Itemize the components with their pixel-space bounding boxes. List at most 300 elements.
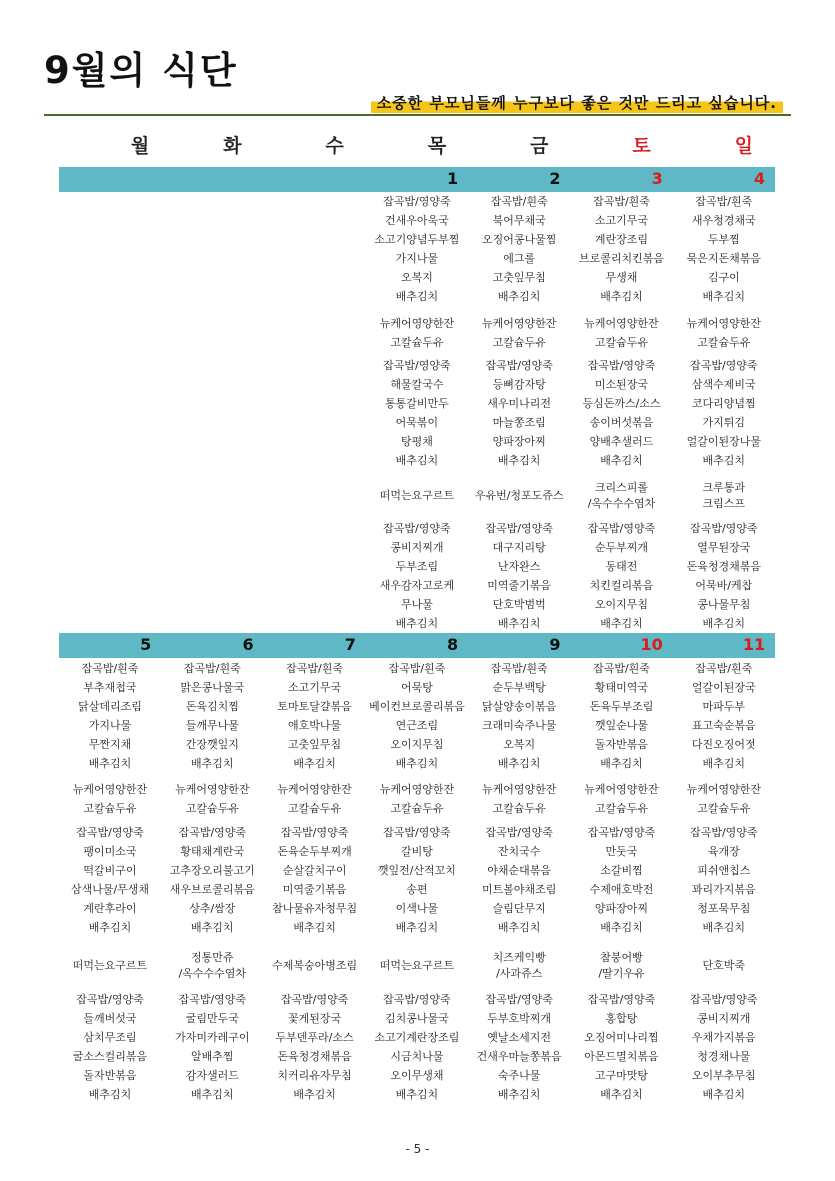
menu-item: 잡곡밥/영양죽: [76, 993, 144, 1006]
menu-item: 통통갈비만두: [385, 397, 449, 410]
menu-item: 소갈비찜: [600, 864, 643, 877]
menu-item: 치커리유자무침: [277, 1069, 352, 1082]
menu-item: 떠먹는요구르트: [379, 959, 455, 972]
menu-item: 어묵탕: [400, 681, 433, 694]
menu-item: 오이지무침: [390, 738, 444, 751]
menu-item: /옥수수수염차: [178, 967, 247, 980]
menu-item: 청경채나물: [697, 1050, 751, 1063]
menu-item: 깻잎순나물: [594, 719, 649, 732]
menu-item: 순두부찌개: [594, 541, 649, 554]
menu-item: 오징어콩나물찜: [481, 233, 557, 246]
menu-item: 숙주나물: [497, 1069, 541, 1082]
menu-item: 잡곡밥/흰죽: [490, 662, 548, 675]
menu-item: 고칼슘두유: [83, 802, 137, 815]
menu-item: 두부조림: [395, 560, 439, 573]
menu-item: 순살갈치구이: [282, 864, 347, 877]
menu-item: 소고기계란장조림: [374, 1031, 460, 1044]
menu-item: 고칼슘두유: [697, 802, 751, 815]
menu-item: 배추김치: [293, 1088, 336, 1101]
menu-item: 송이버섯볶음: [589, 416, 654, 429]
menu-item: 잡곡밥/영양죽: [383, 993, 451, 1006]
menu-item: 우유번/청포도쥬스: [474, 489, 564, 502]
menu-item: 굴소스컬리볶음: [72, 1050, 148, 1063]
menu-item: 뉴케어영양한잔: [481, 783, 557, 796]
snack2-menu: [366, 958, 468, 974]
snack1-menu: [366, 314, 468, 352]
menu-item: 뉴케어영양한잔: [481, 317, 557, 330]
menu-item: 가지나물: [395, 252, 439, 265]
snack2-menu: [366, 488, 468, 504]
menu-item: 배추김치: [395, 454, 439, 467]
page-subtitle: 소중한 부모님들께 누구보다 좋은 것만 드리고 싶습니다.: [371, 92, 783, 113]
page-title: 9월의 식단: [44, 49, 238, 92]
dinner-menu: [468, 990, 570, 1104]
lunch-menu: [571, 356, 673, 470]
menu-item: 에그롤: [503, 252, 536, 265]
menu-item: 뉴케어영양한잔: [175, 783, 250, 796]
menu-item: 등뼈감자탕: [492, 378, 546, 391]
date-number: 10: [640, 635, 663, 654]
snack2-menu: [161, 950, 263, 982]
menu-item: 미트볼야채조림: [481, 883, 557, 896]
menu-item: 양파장아찌: [492, 435, 546, 448]
menu-item: 닭살양송이볶음: [481, 700, 557, 713]
menu-item: 황태미역국: [594, 681, 649, 694]
menu-item: 잡곡밥/흰죽: [593, 662, 650, 675]
menu-item: 시금치나물: [390, 1050, 444, 1063]
menu-item: 무생채: [605, 271, 638, 284]
menu-item: 닭살데리조림: [78, 700, 142, 713]
date-number: 4: [753, 169, 766, 188]
menu-item: 뉴케어영양한잔: [379, 783, 455, 796]
menu-item: 고칼슘두유: [594, 802, 649, 815]
menu-item: 배추김치: [702, 290, 746, 303]
menu-item: 배추김치: [497, 617, 541, 630]
snack1-menu: [673, 780, 775, 818]
dinner-menu: [366, 519, 468, 633]
menu-item: 크루통과: [702, 481, 746, 494]
menu-item: 순두부백탕: [492, 681, 546, 694]
date-number: 9: [549, 635, 561, 654]
menu-item: 참붕어빵: [600, 951, 643, 964]
menu-item: 맑은콩나물국: [180, 681, 245, 694]
menu-item: 미소된장국: [594, 378, 649, 391]
menu-item: 잡곡밥/영양죽: [587, 359, 656, 372]
menu-item: 연근조림: [395, 719, 439, 732]
menu-item: 간장깻잎지: [185, 738, 239, 751]
menu-item: 잡곡밥/영양죽: [587, 522, 656, 535]
snack1-menu: [264, 780, 366, 818]
menu-item: 소고기무국: [594, 214, 649, 227]
menu-item: 뉴케어영양한잔: [72, 783, 148, 796]
menu-item: 청포묵무침: [697, 902, 751, 915]
menu-item: 야채순대볶음: [487, 864, 552, 877]
menu-item: 돌자반볶음: [83, 1069, 137, 1082]
menu-item: 김구이: [707, 271, 740, 284]
lunch-menu: [264, 823, 366, 937]
menu-item: 등심돈까스/소스: [582, 397, 661, 410]
lunch-menu: [161, 823, 263, 937]
menu-item: 고칼슘두유: [492, 336, 546, 349]
menu-item: 잡곡밥/영양죽: [383, 826, 451, 839]
menu-item: 배추김치: [600, 921, 643, 934]
menu-item: 잡곡밥/영양죽: [690, 993, 758, 1006]
menu-item: /딸기우유: [598, 967, 645, 980]
menu-item: 콩비지찌개: [390, 541, 444, 554]
menu-item: 마늘쫑조림: [492, 416, 546, 429]
snack2-menu: [468, 488, 570, 504]
snack1-menu: [571, 314, 673, 352]
snack2-menu: [673, 958, 775, 974]
menu-item: 잡곡밥/흰죽: [490, 195, 548, 208]
menu-item: 배추김치: [497, 757, 541, 770]
page-number: - 5 -: [405, 1142, 430, 1156]
menu-item: 가자미카레구이: [175, 1031, 250, 1044]
date-number: 11: [742, 635, 766, 654]
day-header: 월: [130, 135, 150, 157]
menu-item: 새우미나리전: [487, 397, 552, 410]
lunch-menu: [571, 823, 673, 937]
dinner-menu: [571, 519, 673, 633]
lunch-menu: [468, 823, 570, 937]
menu-item: 미역줄기볶음: [487, 579, 552, 592]
menu-item: 잡곡밥/영양죽: [690, 359, 758, 372]
menu-item: 배추김치: [600, 290, 643, 303]
menu-item: 고칼슘두유: [492, 802, 546, 815]
menu-item: 배추김치: [497, 1088, 541, 1101]
menu-item: 고칼슘두유: [390, 336, 444, 349]
menu-item: 고춧잎무침: [492, 271, 546, 284]
menu-item: 배추김치: [88, 921, 132, 934]
menu-item: 부추재첩국: [83, 681, 137, 694]
menu-item: /옥수수수염차: [587, 497, 656, 510]
menu-item: 육개장: [707, 845, 740, 858]
menu-item: 배추김치: [88, 757, 132, 770]
menu-item: 잡곡밥/영양죽: [178, 993, 247, 1006]
breakfast-menu: [468, 659, 570, 773]
menu-item: 단호박죽: [702, 959, 746, 972]
menu-item: 잡곡밥/영양죽: [383, 522, 451, 535]
lunch-menu: [59, 823, 161, 937]
day-header: 일: [734, 135, 753, 157]
menu-item: 고칼슘두유: [697, 336, 751, 349]
menu-item: 잡곡밥/영양죽: [485, 522, 553, 535]
menu-item: 묵은지돈채볶음: [686, 252, 761, 265]
menu-item: 새우청경채국: [691, 214, 756, 227]
menu-item: 고추장오리불고기: [169, 864, 255, 877]
menu-item: 브로콜리치킨볶음: [578, 252, 664, 265]
menu-item: 고칼슘두유: [288, 802, 342, 815]
menu-item: 계란장조림: [594, 233, 649, 246]
menu-item: 잡곡밥/영양죽: [587, 826, 656, 839]
menu-item: 배추김치: [191, 757, 234, 770]
snack2-menu: [571, 480, 673, 512]
header-rule: [44, 114, 791, 116]
snack1-menu: [468, 314, 570, 352]
menu-item: 단호박범벅: [492, 598, 546, 611]
menu-item: 삼색나물/무생채: [70, 883, 150, 896]
menu-item: 떡갈비구이: [83, 864, 137, 877]
menu-item: 표고숙순볶음: [691, 719, 756, 732]
menu-item: 배추김치: [600, 1088, 643, 1101]
dinner-menu: [673, 519, 775, 633]
menu-item: 두부찜: [707, 233, 740, 246]
menu-item: 슬림단무지: [492, 902, 546, 915]
snack2-menu: [468, 950, 570, 982]
menu-item: 들깨무나물: [185, 719, 239, 732]
week-bar: [59, 633, 775, 658]
menu-item: 얼갈이된장나물: [686, 435, 761, 448]
menu-item: 고구마맛탕: [594, 1069, 649, 1082]
day-header: 수: [325, 135, 344, 157]
menu-item: 수제애호박전: [589, 883, 654, 896]
date-number: 2: [549, 169, 561, 188]
menu-item: 잡곡밥/영양죽: [76, 826, 144, 839]
menu-item: 배추김치: [702, 617, 746, 630]
menu-item: 잡곡밥/흰죽: [593, 195, 650, 208]
menu-item: 뉴케어영양한잔: [686, 317, 761, 330]
menu-item: 콩비지찌개: [697, 1012, 751, 1025]
breakfast-menu: [366, 659, 468, 773]
menu-item: 꽃게된장국: [288, 1012, 342, 1025]
menu-item: 떠먹는요구르트: [72, 959, 148, 972]
menu-item: 이색나물: [395, 902, 439, 915]
menu-item: 배추김치: [702, 454, 746, 467]
menu-item: 배추김치: [600, 454, 643, 467]
menu-item: 돈육청경채볶음: [277, 1050, 352, 1063]
menu-item: 양배추샐러드: [589, 435, 654, 448]
snack2-menu: [571, 950, 673, 982]
menu-item: 뉴케어영양한잔: [584, 317, 659, 330]
menu-item: 잡곡밥/영양죽: [280, 993, 349, 1006]
menu-item: 수제복숭아병조림: [272, 959, 358, 972]
menu-item: 돈육김치찜: [185, 700, 239, 713]
menu-item: 뉴케어영양한잔: [686, 783, 761, 796]
menu-item: 잡곡밥/영양죽: [280, 826, 349, 839]
dinner-menu: [366, 990, 468, 1104]
menu-item: 크리스피롤: [594, 481, 649, 494]
menu-item: 애호박나물: [288, 719, 342, 732]
menu-item: 베이컨브로콜리볶음: [369, 700, 465, 713]
lunch-menu: [673, 823, 775, 937]
menu-item: 떠먹는요구르트: [379, 489, 455, 502]
menu-item: /사과쥬스: [496, 967, 543, 980]
date-number: 6: [242, 635, 254, 654]
menu-item: 무나물: [400, 598, 433, 611]
menu-item: 치킨컬리볶음: [589, 579, 654, 592]
date-number: 7: [344, 635, 356, 654]
date-number: 8: [447, 635, 459, 654]
snack1-menu: [366, 780, 468, 818]
menu-item: 오이부추무침: [691, 1069, 756, 1082]
snack2-menu: [673, 480, 775, 512]
menu-item: 참나물유자청무침: [272, 902, 358, 915]
menu-item: 굴림만두국: [185, 1012, 239, 1025]
breakfast-menu: [468, 192, 570, 306]
menu-item: 배추김치: [497, 921, 541, 934]
menu-item: 들깨버섯국: [83, 1012, 137, 1025]
menu-item: 배추김치: [600, 617, 643, 630]
menu-item: 꽈리가지볶음: [691, 883, 756, 896]
menu-item: 가지나물: [88, 719, 132, 732]
menu-item: 동태전: [605, 560, 638, 573]
menu-item: 코다리양념찜: [691, 397, 756, 410]
menu-item: 삼치무조림: [83, 1031, 137, 1044]
menu-item: 송편: [406, 883, 428, 896]
menu-item: 잡곡밥/영양죽: [485, 359, 553, 372]
menu-item: 우채가지볶음: [691, 1031, 756, 1044]
menu-item: 배추김치: [293, 921, 336, 934]
snack1-menu: [673, 314, 775, 352]
dinner-menu: [59, 990, 161, 1104]
menu-item: 두부호박찌개: [487, 1012, 552, 1025]
menu-item: 소고기양념두부찜: [374, 233, 460, 246]
snack1-menu: [59, 780, 161, 818]
date-number: 1: [447, 169, 459, 188]
snack1-menu: [468, 780, 570, 818]
menu-item: 배추김치: [395, 290, 439, 303]
menu-item: 상추/쌈장: [189, 902, 236, 915]
menu-item: 잡곡밥/흰죽: [388, 662, 446, 675]
lunch-menu: [366, 823, 468, 937]
menu-item: 가지튀김: [702, 416, 746, 429]
menu-item: 잔치국수: [497, 845, 541, 858]
breakfast-menu: [366, 192, 468, 306]
menu-item: 뉴케어영양한잔: [379, 317, 455, 330]
dinner-menu: [571, 990, 673, 1104]
snack2-menu: [264, 958, 366, 974]
menu-item: 난자완스: [497, 560, 541, 573]
menu-item: 잡곡밥/영양죽: [485, 826, 553, 839]
lunch-menu: [673, 356, 775, 470]
menu-item: 오복지: [503, 738, 536, 751]
date-number: 5: [140, 635, 152, 654]
menu-item: 배추김치: [702, 1088, 746, 1101]
menu-item: 탕평채: [400, 435, 433, 448]
menu-item: 뉴케어영양한잔: [584, 783, 659, 796]
menu-item: 다진오징어젓: [691, 738, 756, 751]
menu-item: 감자샐러드: [185, 1069, 239, 1082]
menu-item: 배추김치: [88, 1088, 132, 1101]
menu-item: 김치콩나물국: [385, 1012, 449, 1025]
breakfast-menu: [673, 192, 775, 306]
menu-item: 잡곡밥/영양죽: [690, 522, 758, 535]
menu-item: 고칼슘두유: [390, 802, 444, 815]
menu-item: 새우감자고로케: [379, 579, 455, 592]
menu-item: 어묵볶이: [395, 416, 439, 429]
menu-item: 건새우아욱국: [385, 214, 449, 227]
menu-item: 해물칼국수: [390, 378, 444, 391]
day-header: 금: [530, 135, 549, 157]
breakfast-menu: [161, 659, 263, 773]
menu-item: 팽이미소국: [83, 845, 137, 858]
menu-item: 배추김치: [191, 921, 234, 934]
snack2-menu: [59, 958, 161, 974]
menu-item: 잡곡밥/영양죽: [587, 993, 656, 1006]
menu-item: 정통만쥬: [191, 951, 234, 964]
menu-item: 옛날소세지전: [487, 1031, 552, 1044]
menu-item: 잡곡밥/영양죽: [383, 359, 451, 372]
menu-item: 배추김치: [395, 757, 439, 770]
menu-item: 소고기무국: [288, 681, 342, 694]
menu-item: 크래미숙주나물: [481, 719, 557, 732]
dinner-menu: [468, 519, 570, 633]
menu-item: 배추김치: [702, 757, 746, 770]
menu-item: 갈비탕: [400, 845, 433, 858]
day-header: 목: [427, 135, 447, 157]
menu-item: 황태채계란국: [180, 845, 245, 858]
menu-item: 오복지: [400, 271, 433, 284]
dinner-menu: [264, 990, 366, 1104]
menu-item: 두부덴푸라/소스: [275, 1031, 354, 1044]
breakfast-menu: [673, 659, 775, 773]
menu-item: 잡곡밥/흰죽: [81, 662, 139, 675]
menu-item: 배추김치: [395, 617, 439, 630]
menu-item: 얼갈이된장국: [691, 681, 756, 694]
menu-item: 돈육순두부찌개: [277, 845, 352, 858]
menu-item: 배추김치: [497, 290, 541, 303]
menu-item: 건새우마늘쫑볶음: [476, 1050, 562, 1063]
lunch-menu: [468, 356, 570, 470]
menu-item: 미역줄기볶음: [282, 883, 347, 896]
menu-item: 배추김치: [702, 921, 746, 934]
menu-item: 잡곡밥/영양죽: [485, 993, 553, 1006]
menu-item: 배추김치: [293, 757, 336, 770]
menu-item: 피쉬앤칩스: [697, 864, 751, 877]
dinner-menu: [161, 990, 263, 1104]
menu-item: 아몬드멸치볶음: [584, 1050, 659, 1063]
menu-item: 북어무채국: [492, 214, 546, 227]
snack1-menu: [161, 780, 263, 818]
menu-item: 배추김치: [395, 1088, 439, 1101]
menu-item: 양파장아찌: [594, 902, 649, 915]
menu-item: 크림스프: [702, 497, 746, 510]
breakfast-menu: [571, 192, 673, 306]
menu-item: 잡곡밥/영양죽: [178, 826, 247, 839]
menu-item: 대구지리탕: [492, 541, 546, 554]
breakfast-menu: [571, 659, 673, 773]
menu-item: 홍합탕: [605, 1012, 638, 1025]
menu-item: 토마토달걀볶음: [277, 700, 352, 713]
menu-item: 마파두부: [702, 700, 746, 713]
lunch-menu: [366, 356, 468, 470]
menu-item: 잡곡밥/흰죽: [695, 195, 753, 208]
menu-item: 고춧잎무침: [288, 738, 342, 751]
menu-item: 무짠지채: [88, 738, 132, 751]
menu-item: 오이지무침: [594, 598, 649, 611]
menu-item: 콩나물무침: [697, 598, 751, 611]
menu-item: 만둣국: [605, 845, 638, 858]
menu-item: 잡곡밥/흰죽: [695, 662, 753, 675]
menu-item: 오징어미나리찜: [584, 1031, 659, 1044]
menu-item: 치즈케익빵: [492, 951, 546, 964]
menu-item: 돈육청경채볶음: [686, 560, 761, 573]
menu-item: 계란후라이: [83, 902, 137, 915]
breakfast-menu: [264, 659, 366, 773]
menu-item: 오이무생채: [390, 1069, 444, 1082]
day-header: 토: [632, 135, 651, 157]
menu-item: 고칼슘두유: [185, 802, 239, 815]
menu-item: 배추김치: [191, 1088, 234, 1101]
date-number: 3: [651, 169, 663, 188]
day-header: 화: [223, 135, 242, 157]
snack1-menu: [571, 780, 673, 818]
menu-item: 고칼슘두유: [594, 336, 649, 349]
menu-item: 깻잎전/산적꼬치: [377, 864, 456, 877]
menu-item: 열무된장국: [697, 541, 751, 554]
menu-item: 잡곡밥/영양죽: [690, 826, 758, 839]
menu-item: 새우브로콜리볶음: [169, 883, 255, 896]
